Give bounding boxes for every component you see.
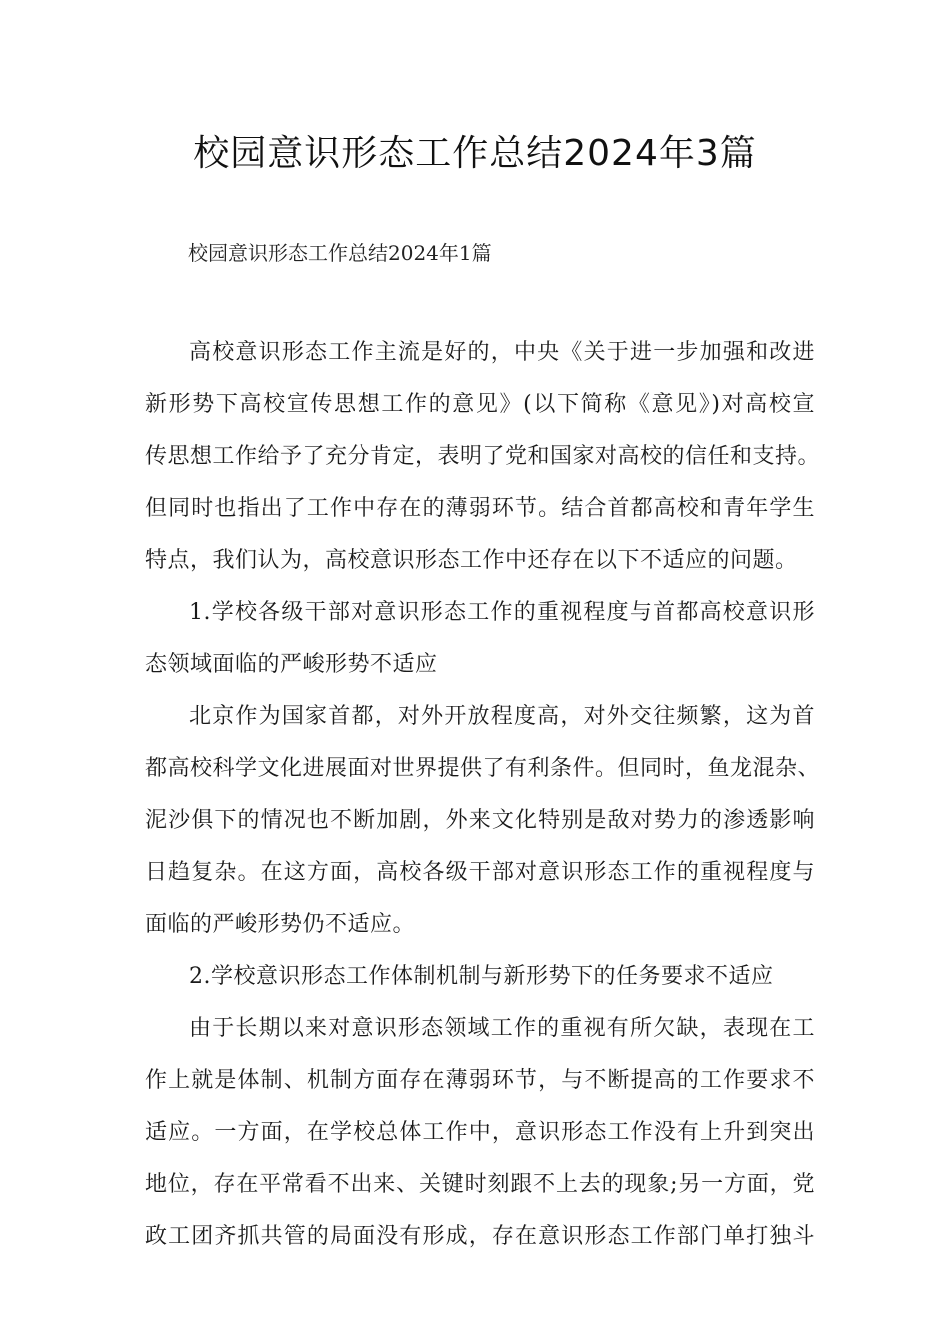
paragraph-line: 地位，存在平常看不出来、关键时刻跟不上去的现象;另一方面，党 xyxy=(145,1172,815,1197)
paragraph-line: 政工团齐抓共管的局面没有形成，存在意识形态工作部门单打独斗 xyxy=(145,1224,815,1249)
paragraph-line: 泥沙俱下的情况也不断加剧，外来文化特别是敌对势力的渗透影响 xyxy=(145,808,815,833)
paragraph-line: 作上就是体制、机制方面存在薄弱环节，与不断提高的工作要求不 xyxy=(145,1068,815,1093)
paragraph-line: 北京作为国家首都，对外开放程度高，对外交往频繁，这为首 xyxy=(189,704,815,729)
section-heading-line: 1.学校各级干部对意识形态工作的重视程度与首都高校意识形 xyxy=(189,600,815,625)
paragraph-line: 日趋复杂。在这方面，高校各级干部对意识形态工作的重视程度与 xyxy=(145,860,815,885)
paragraph-line: 面临的严峻形势仍不适应。 xyxy=(145,912,416,937)
document-title: 校园意识形态工作总结2024年3篇 xyxy=(193,133,757,174)
paragraph-line: 都高校科学文化进展面对世界提供了有利条件。但同时，鱼龙混杂、 xyxy=(145,756,821,781)
paragraph-line: 由于长期以来对意识形态领域工作的重视有所欠缺，表现在工 xyxy=(189,1016,815,1041)
paragraph-line: 新形势下高校宣传思想工作的意见》(以下简称《意见》)对高校宣 xyxy=(145,392,815,417)
paragraph-line: 但同时也指出了工作中存在的薄弱环节。结合首都高校和青年学生 xyxy=(145,496,815,521)
document-body xyxy=(145,331,821,1267)
paragraph-line: 高校意识形态工作主流是好的，中央《关于进一步加强和改进 xyxy=(189,340,815,365)
document-subtitle: 校园意识形态工作总结2024年1篇 xyxy=(188,241,492,265)
section-heading-line: 2.学校意识形态工作体制机制与新形势下的任务要求不适应 xyxy=(189,964,774,989)
paragraph-line: 特点，我们认为，高校意识形态工作中还存在以下不适应的问题。 xyxy=(145,548,798,573)
paragraph-line: 传思想工作给予了充分肯定，表明了党和国家对高校的信任和支持。 xyxy=(145,444,821,469)
section-heading-line: 态领域面临的严峻形势不适应 xyxy=(145,652,438,677)
paragraph-line: 适应。一方面，在学校总体工作中，意识形态工作没有上升到突出 xyxy=(145,1120,815,1145)
